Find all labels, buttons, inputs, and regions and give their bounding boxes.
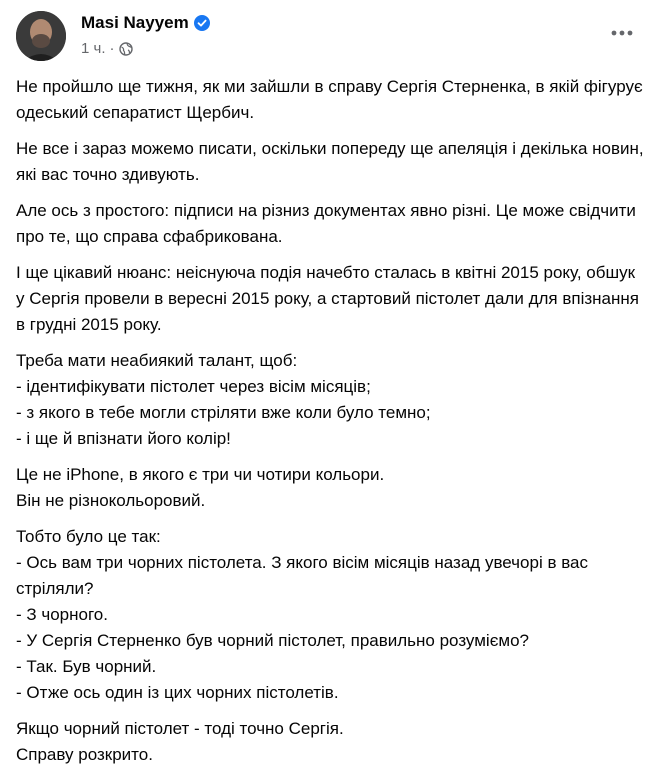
verified-badge-icon <box>194 15 210 31</box>
post-paragraph: Це не iPhone, в якого є три чи чотири кольори. Він не різнокольоровий. <box>16 465 385 510</box>
post-paragraph: Тобто було це так: - Ось вам три чорних пістолета. З якого вісім місяців назад увечорі в вас стріляли? - З чорного. - У Сергія Стерненко був чорний пістолет, правильно розуміємо? - Так. Був чорний. - Отже ось один із цих чорних пістолетів. <box>16 527 588 702</box>
post-paragraph: І ще цікавий нюанс: неіснуюча подія начебто сталась в квітні 2015 року, обшук у Сергія провели в вересні 2015 року, а стартовий пістолет дали для впізнання в грудні 2015 року. <box>16 263 644 334</box>
avatar-image <box>16 11 66 61</box>
meta-separator: · <box>109 40 115 57</box>
post-paragraph: Якщо чорний пістолет - тоді точно Сергія. Справу розкрито. <box>16 719 344 764</box>
more-dots-icon <box>610 29 634 37</box>
more-options-button[interactable] <box>604 21 640 45</box>
globe-icon[interactable] <box>119 42 133 56</box>
post-body <box>16 74 649 778</box>
post-paragraph: Не пройшло ще тижня, як ми зайшли в справу Сергія Стерненка, в якій фігурує одеський сепаратист Щербич. <box>16 77 648 122</box>
post-timestamp[interactable]: 1 ч. <box>81 40 106 57</box>
post-paragraph: Не все і зараз можемо писати, оскільки попереду ще апеляція і декілька новин, які вас точно здивують. <box>16 139 649 184</box>
post-paragraph: Треба мати неабиякий талант, щоб: - ідентифікувати пістолет через вісім місяців; - з якого в тебе могли стріляти вже коли було темно; - і ще й впізнати його колір! <box>16 351 431 448</box>
post-paragraph: Але ось з простого: підписи на різниз документах явно різні. Це може свідчити про те, що справа сфабрикована. <box>16 201 641 246</box>
author-name[interactable]: Masi Nayyem <box>81 13 189 32</box>
post-meta <box>81 39 133 59</box>
author-avatar[interactable] <box>16 11 66 61</box>
author-name-row <box>81 12 210 34</box>
post-header <box>16 11 644 65</box>
